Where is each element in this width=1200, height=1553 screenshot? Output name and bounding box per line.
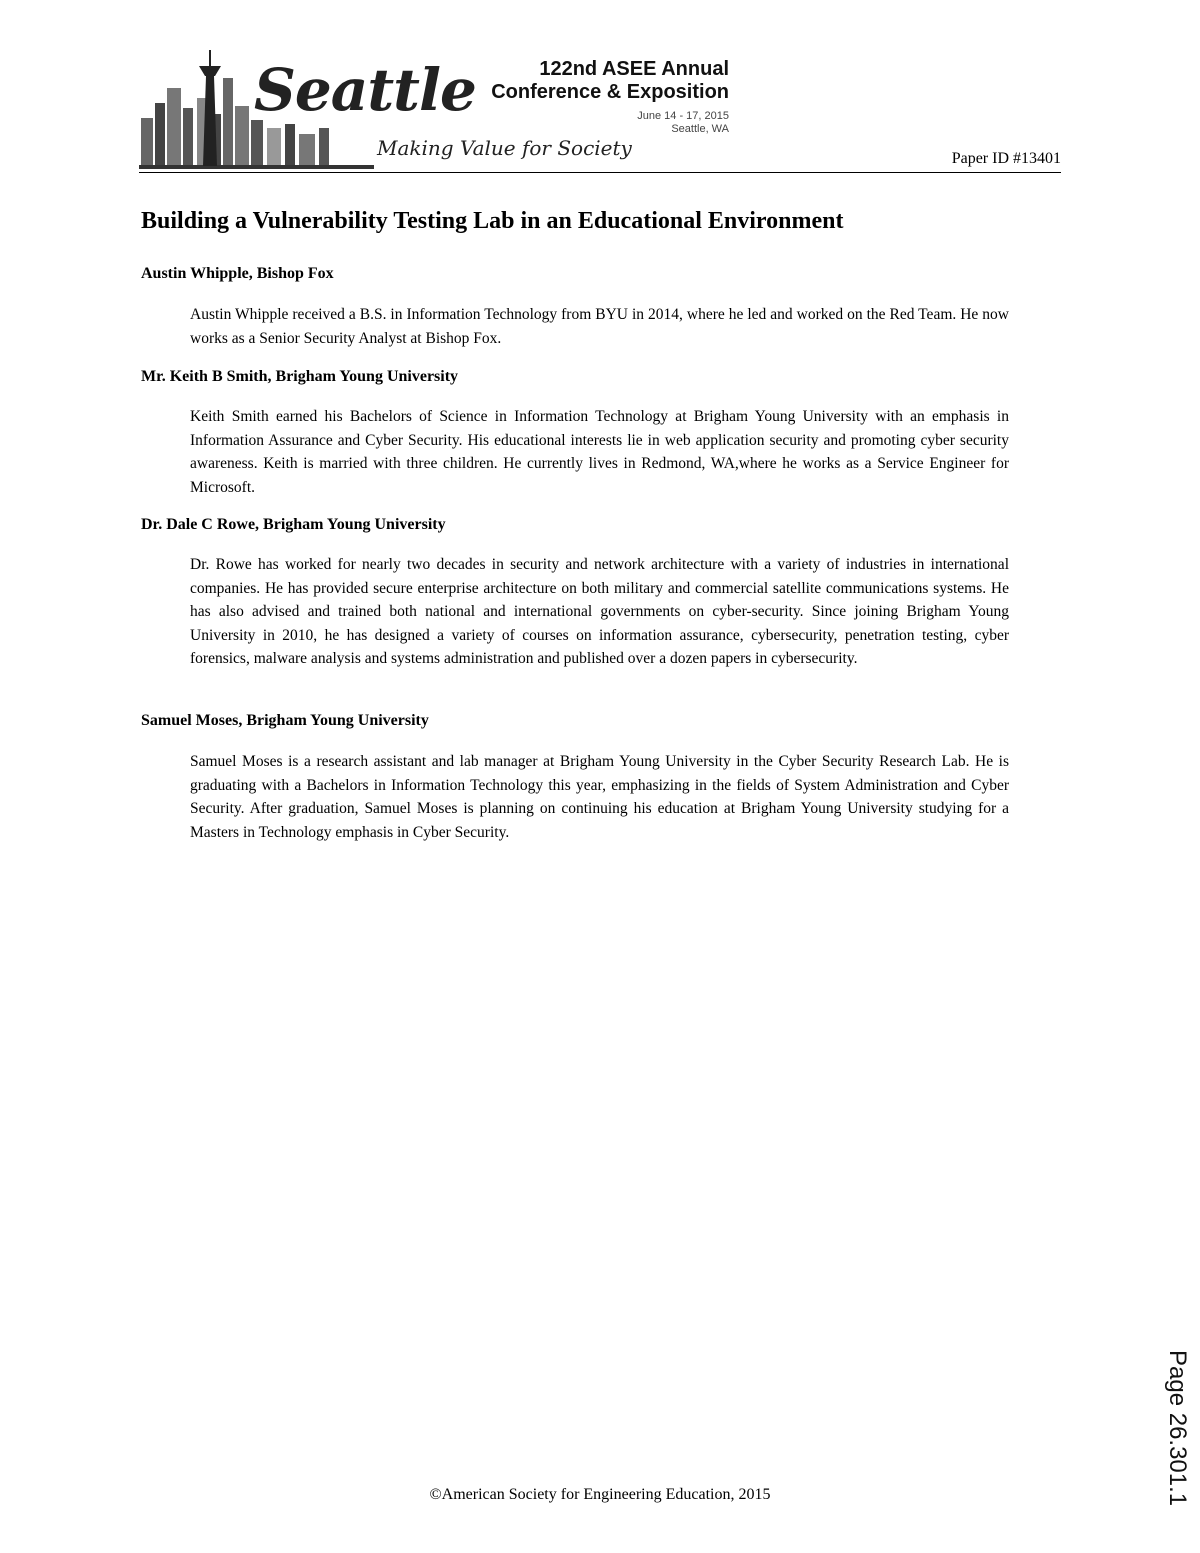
author-name: Mr. Keith B Smith, Brigham Young University <box>141 368 459 385</box>
logo-wordmark: Seattle <box>254 56 476 124</box>
author-bio: Keith Smith earned his Bachelors of Science in Information Technology at Brigham Young University with an emphasis in Information Assurance and Cyber Security. His educational interests lie in web application security and promoting cyber security awareness. Keith is married with three children. He currently lives in Redmond, WA,where he works as a Service Engineer for Microsoft. <box>190 408 1009 496</box>
author-name: Samuel Moses, Brigham Young University <box>141 712 429 729</box>
conference-banner <box>139 48 1061 176</box>
author-bio: Samuel Moses is a research assistant and lab manager at Brigham Young University in the Cyber Security Research Lab. He is graduating with a Bachelors in Information Technology this year, emphasizing in the fields of System Administration and Cyber Security. After graduation, Samuel Moses is planning on continuing his education at Brigham Young University studying for a Masters in Technology emphasis in Cyber Security. <box>190 753 1009 841</box>
conference-info <box>439 58 729 136</box>
page-number: Page 26.301.1 <box>1164 1350 1191 1507</box>
copyright-footer: ©American Society for Engineering Education, 2015 <box>429 1486 771 1503</box>
logo-tagline: Making Value for Society <box>377 136 632 160</box>
author-bio: Dr. Rowe has worked for nearly two decades in security and network architecture with a variety of industries in international companies. He has provided secure enterprise architecture on both military and commercial satellite communications systems. He has also advised and trained both national and international governments on cyber-security. Since joining Brigham Young University in 2010, he has designed a variety of courses on information assurance, cybersecurity, penetration testing, cyber forensics, malware analysis and systems administration and published over a dozen papers in cybersecurity. <box>190 556 1009 667</box>
page-number-container <box>1161 1350 1191 1520</box>
conference-dates: June 14 - 17, 2015 <box>637 110 729 122</box>
conference-location: Seattle, WA <box>671 123 729 135</box>
paper-id: Paper ID #13401 <box>951 150 1061 167</box>
conference-line-1: 122nd ASEE Annual <box>539 58 729 80</box>
conference-line-2: Conference & Exposition <box>491 81 729 103</box>
author-bio: Austin Whipple received a B.S. in Information Technology from BYU in 2014, where he led and worked on the Red Team. He now works as a Senior Security Analyst at Bishop Fox. <box>190 306 1009 347</box>
author-name: Austin Whipple, Bishop Fox <box>141 265 334 282</box>
paper-title: Building a Vulnerability Testing Lab in an Educational Environment <box>141 208 844 234</box>
header-divider <box>139 172 1061 173</box>
author-name: Dr. Dale C Rowe, Brigham Young University <box>141 516 446 533</box>
